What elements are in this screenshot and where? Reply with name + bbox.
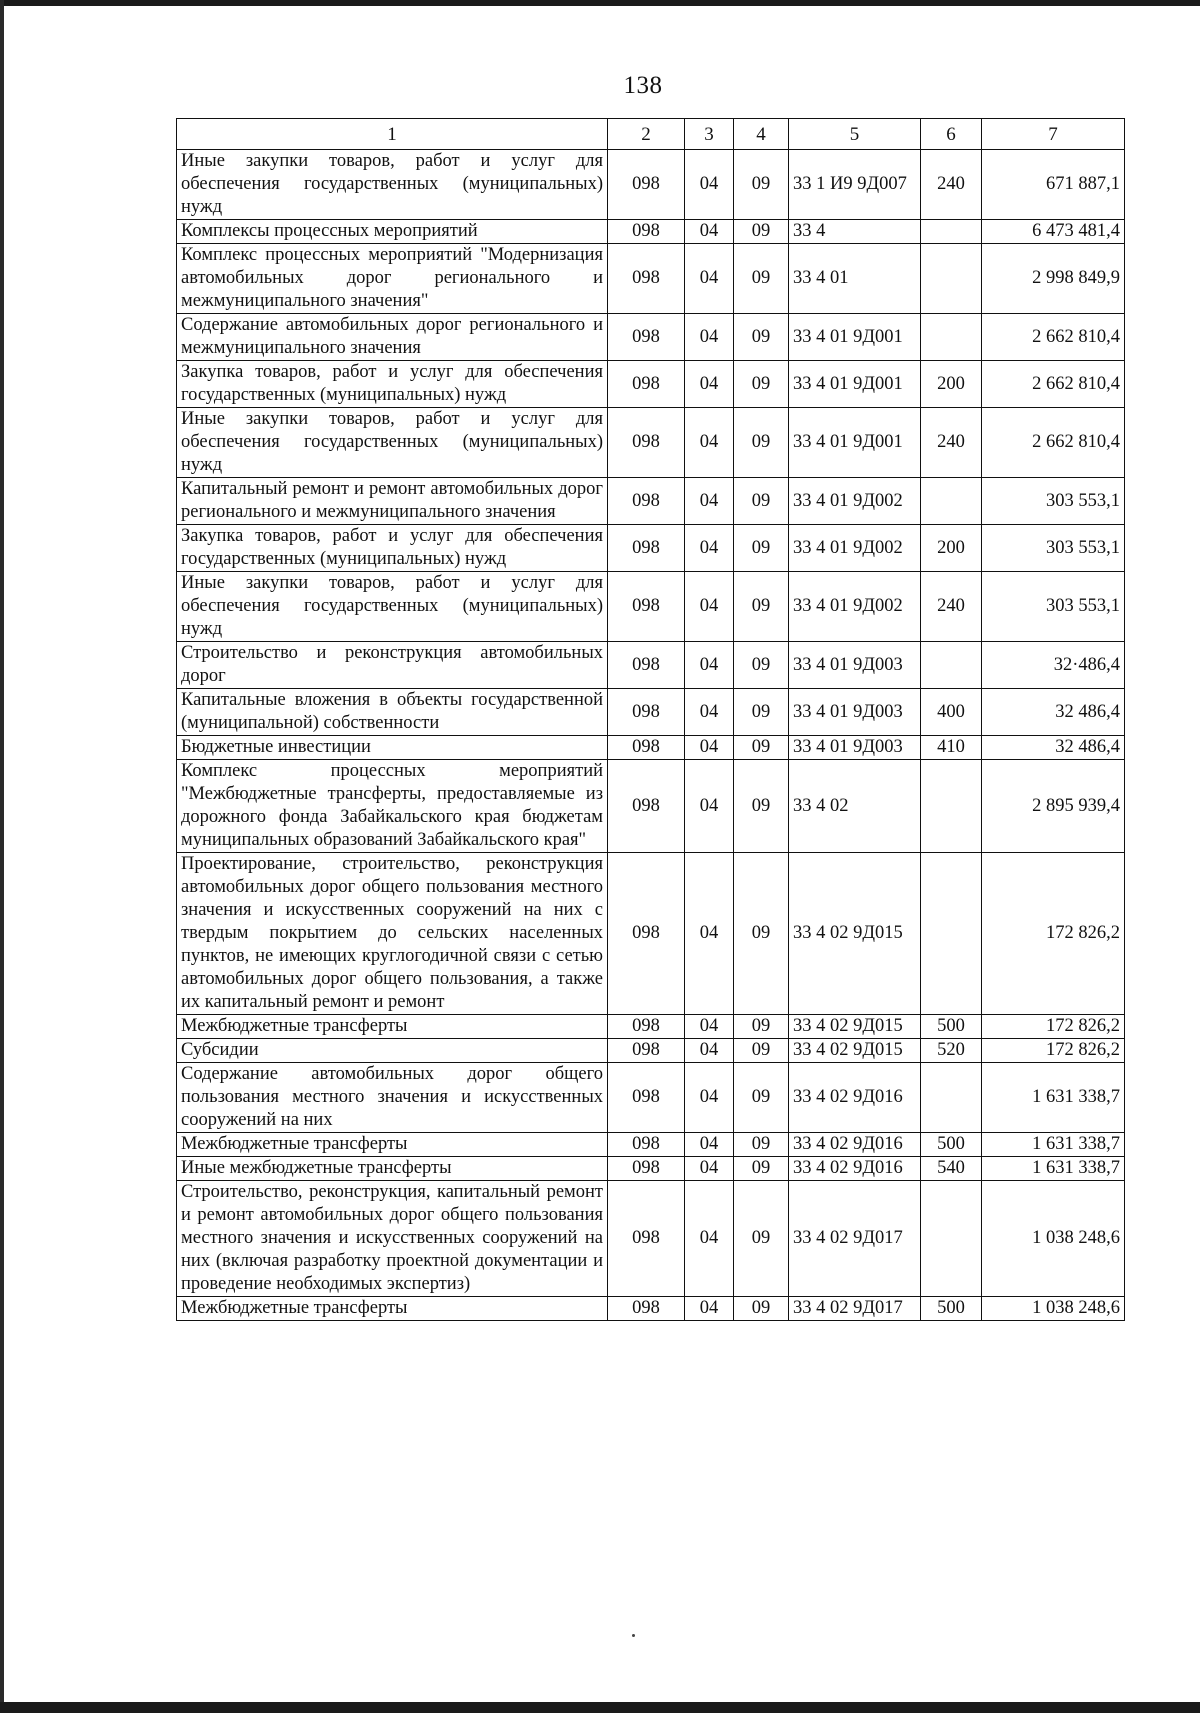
row-expense-type-cell bbox=[921, 314, 982, 361]
row-ministry-code-cell: 098 bbox=[608, 244, 685, 314]
row-target-article-cell: 33 4 02 9Д015 bbox=[789, 853, 921, 1015]
row-subsection-cell: 09 bbox=[734, 853, 789, 1015]
header-col-6: 6 bbox=[921, 119, 982, 150]
row-target-article-cell: 33 4 01 9Д001 bbox=[789, 361, 921, 408]
row-target-article-cell: 33 4 02 9Д015 bbox=[789, 1039, 921, 1063]
row-amount-cell: 2 998 849,9 bbox=[982, 244, 1125, 314]
row-subsection-cell: 09 bbox=[734, 150, 789, 220]
row-amount-cell: 1 038 248,6 bbox=[982, 1297, 1125, 1321]
row-subsection-cell: 09 bbox=[734, 736, 789, 760]
row-name-cell: Комплекс процессных мероприятий "Межбюджетные трансферты, предоставляемые из дорожного фонда Забайкальского края бюджетам муниципальных образований Забайкальского края" bbox=[177, 760, 608, 853]
scan-border-top bbox=[0, 0, 1200, 6]
header-col-7: 7 bbox=[982, 119, 1125, 150]
row-ministry-code-cell: 098 bbox=[608, 150, 685, 220]
row-target-article-cell: 33 4 01 9Д001 bbox=[789, 314, 921, 361]
row-name-cell: Иные закупки товаров, работ и услуг для обеспечения государственных (муниципальных) нужд bbox=[177, 408, 608, 478]
row-section-cell: 04 bbox=[685, 314, 734, 361]
table-row bbox=[177, 736, 1125, 760]
row-target-article-cell: 33 4 01 9Д002 bbox=[789, 525, 921, 572]
row-name-cell: Закупка товаров, работ и услуг для обеспечения государственных (муниципальных) нужд bbox=[177, 525, 608, 572]
row-section-cell: 04 bbox=[685, 1133, 734, 1157]
row-target-article-cell: 33 4 02 9Д016 bbox=[789, 1133, 921, 1157]
row-section-cell: 04 bbox=[685, 1063, 734, 1133]
table-row bbox=[177, 853, 1125, 1015]
row-name-cell: Содержание автомобильных дорог регионального и межмуниципального значения bbox=[177, 314, 608, 361]
row-expense-type-cell: 500 bbox=[921, 1133, 982, 1157]
row-section-cell: 04 bbox=[685, 736, 734, 760]
row-name-cell: Иные закупки товаров, работ и услуг для обеспечения государственных (муниципальных) нужд bbox=[177, 150, 608, 220]
table-row bbox=[177, 1181, 1125, 1297]
row-target-article-cell: 33 4 01 bbox=[789, 244, 921, 314]
row-subsection-cell: 09 bbox=[734, 1297, 789, 1321]
row-name-cell: Субсидии bbox=[177, 1039, 608, 1063]
row-subsection-cell: 09 bbox=[734, 361, 789, 408]
table-body bbox=[177, 150, 1125, 1321]
row-name-cell: Межбюджетные трансферты bbox=[177, 1015, 608, 1039]
row-section-cell: 04 bbox=[685, 408, 734, 478]
row-ministry-code-cell: 098 bbox=[608, 1297, 685, 1321]
table-row bbox=[177, 314, 1125, 361]
row-amount-cell: 32·486,4 bbox=[982, 642, 1125, 689]
header-col-5: 5 bbox=[789, 119, 921, 150]
row-amount-cell: 2 895 939,4 bbox=[982, 760, 1125, 853]
row-section-cell: 04 bbox=[685, 150, 734, 220]
row-amount-cell: 1 631 338,7 bbox=[982, 1157, 1125, 1181]
row-target-article-cell: 33 4 02 9Д017 bbox=[789, 1181, 921, 1297]
header-col-2: 2 bbox=[608, 119, 685, 150]
row-subsection-cell: 09 bbox=[734, 408, 789, 478]
row-expense-type-cell: 200 bbox=[921, 361, 982, 408]
row-expense-type-cell bbox=[921, 1063, 982, 1133]
row-section-cell: 04 bbox=[685, 525, 734, 572]
row-ministry-code-cell: 098 bbox=[608, 220, 685, 244]
row-subsection-cell: 09 bbox=[734, 1157, 789, 1181]
row-target-article-cell: 33 4 01 9Д001 bbox=[789, 408, 921, 478]
row-ministry-code-cell: 098 bbox=[608, 760, 685, 853]
row-amount-cell: 32 486,4 bbox=[982, 736, 1125, 760]
row-amount-cell: 1 038 248,6 bbox=[982, 1181, 1125, 1297]
row-expense-type-cell bbox=[921, 853, 982, 1015]
row-name-cell: Капитальные вложения в объекты государственной (муниципальной) собственности bbox=[177, 689, 608, 736]
table-row bbox=[177, 525, 1125, 572]
row-subsection-cell: 09 bbox=[734, 572, 789, 642]
row-amount-cell: 172 826,2 bbox=[982, 853, 1125, 1015]
table-row bbox=[177, 220, 1125, 244]
row-target-article-cell: 33 4 02 bbox=[789, 760, 921, 853]
row-ministry-code-cell: 098 bbox=[608, 361, 685, 408]
row-name-cell: Иные закупки товаров, работ и услуг для обеспечения государственных (муниципальных) нужд bbox=[177, 572, 608, 642]
row-ministry-code-cell: 098 bbox=[608, 1039, 685, 1063]
row-section-cell: 04 bbox=[685, 1157, 734, 1181]
row-section-cell: 04 bbox=[685, 478, 734, 525]
page-number: 138 bbox=[623, 72, 663, 99]
row-expense-type-cell: 500 bbox=[921, 1015, 982, 1039]
row-expense-type-cell: 400 bbox=[921, 689, 982, 736]
row-expense-type-cell: 200 bbox=[921, 525, 982, 572]
row-target-article-cell: 33 4 02 9Д016 bbox=[789, 1157, 921, 1181]
row-amount-cell: 6 473 481,4 bbox=[982, 220, 1125, 244]
table-row bbox=[177, 361, 1125, 408]
row-expense-type-cell bbox=[921, 1181, 982, 1297]
row-target-article-cell: 33 4 01 9Д003 bbox=[789, 736, 921, 760]
header-col-1: 1 bbox=[177, 119, 608, 150]
row-ministry-code-cell: 098 bbox=[608, 478, 685, 525]
table-row bbox=[177, 1133, 1125, 1157]
row-expense-type-cell bbox=[921, 244, 982, 314]
row-ministry-code-cell: 098 bbox=[608, 1133, 685, 1157]
row-name-cell: Комплекс процессных мероприятий "Модернизация автомобильных дорог регионального и межмуниципального значения" bbox=[177, 244, 608, 314]
row-section-cell: 04 bbox=[685, 642, 734, 689]
row-section-cell: 04 bbox=[685, 760, 734, 853]
row-amount-cell: 303 553,1 bbox=[982, 525, 1125, 572]
row-ministry-code-cell: 098 bbox=[608, 689, 685, 736]
row-section-cell: 04 bbox=[685, 1181, 734, 1297]
row-target-article-cell: 33 4 02 9Д017 bbox=[789, 1297, 921, 1321]
row-target-article-cell: 33 4 02 9Д015 bbox=[789, 1015, 921, 1039]
table-row bbox=[177, 1039, 1125, 1063]
table-row bbox=[177, 150, 1125, 220]
row-name-cell: Проектирование, строительство, реконструкция автомобильных дорог общего пользования местного значения и искусственных сооружений на них с твердым покрытием до сельских населенных пунктов, не имеющих круглогодичной связи с сетью автомобильных дорог общего пользования, а также их капитальный ремонт и ремонт bbox=[177, 853, 608, 1015]
table-row bbox=[177, 572, 1125, 642]
row-amount-cell: 32 486,4 bbox=[982, 689, 1125, 736]
row-name-cell: Комплексы процессных мероприятий bbox=[177, 220, 608, 244]
row-ministry-code-cell: 098 bbox=[608, 408, 685, 478]
row-section-cell: 04 bbox=[685, 572, 734, 642]
row-name-cell: Бюджетные инвестиции bbox=[177, 736, 608, 760]
row-target-article-cell: 33 1 И9 9Д007 bbox=[789, 150, 921, 220]
row-ministry-code-cell: 098 bbox=[608, 736, 685, 760]
table-row bbox=[177, 1063, 1125, 1133]
row-target-article-cell: 33 4 01 9Д002 bbox=[789, 478, 921, 525]
row-subsection-cell: 09 bbox=[734, 1063, 789, 1133]
row-section-cell: 04 bbox=[685, 1039, 734, 1063]
row-subsection-cell: 09 bbox=[734, 1039, 789, 1063]
table-row bbox=[177, 478, 1125, 525]
row-subsection-cell: 09 bbox=[734, 525, 789, 572]
row-amount-cell: 1 631 338,7 bbox=[982, 1063, 1125, 1133]
scan-border-bottom bbox=[0, 1702, 1200, 1713]
row-subsection-cell: 09 bbox=[734, 244, 789, 314]
table-row bbox=[177, 642, 1125, 689]
row-target-article-cell: 33 4 01 9Д003 bbox=[789, 642, 921, 689]
row-ministry-code-cell: 098 bbox=[608, 525, 685, 572]
table-row bbox=[177, 244, 1125, 314]
row-name-cell: Строительство и реконструкция автомобильных дорог bbox=[177, 642, 608, 689]
row-amount-cell: 2 662 810,4 bbox=[982, 408, 1125, 478]
row-section-cell: 04 bbox=[685, 853, 734, 1015]
header-col-4: 4 bbox=[734, 119, 789, 150]
row-ministry-code-cell: 098 bbox=[608, 1181, 685, 1297]
row-subsection-cell: 09 bbox=[734, 642, 789, 689]
row-expense-type-cell: 240 bbox=[921, 408, 982, 478]
budget-table bbox=[176, 118, 1125, 1321]
row-name-cell: Строительство, реконструкция, капитальный ремонт и ремонт автомобильных дорог общего пользования местного значения и искусственных сооружений на них (включая разработку проектной документации и проведение необходимых экспертиз) bbox=[177, 1181, 608, 1297]
row-section-cell: 04 bbox=[685, 220, 734, 244]
row-expense-type-cell: 540 bbox=[921, 1157, 982, 1181]
row-expense-type-cell bbox=[921, 478, 982, 525]
row-subsection-cell: 09 bbox=[734, 314, 789, 361]
row-ministry-code-cell: 098 bbox=[608, 1157, 685, 1181]
table-row bbox=[177, 760, 1125, 853]
row-name-cell: Межбюджетные трансферты bbox=[177, 1297, 608, 1321]
row-ministry-code-cell: 098 bbox=[608, 314, 685, 361]
row-expense-type-cell bbox=[921, 642, 982, 689]
row-ministry-code-cell: 098 bbox=[608, 853, 685, 1015]
row-subsection-cell: 09 bbox=[734, 760, 789, 853]
row-expense-type-cell: 240 bbox=[921, 572, 982, 642]
row-amount-cell: 1 631 338,7 bbox=[982, 1133, 1125, 1157]
row-section-cell: 04 bbox=[685, 361, 734, 408]
table-row bbox=[177, 1015, 1125, 1039]
row-subsection-cell: 09 bbox=[734, 1133, 789, 1157]
table-row bbox=[177, 1157, 1125, 1181]
row-name-cell: Капитальный ремонт и ремонт автомобильных дорог регионального и межмуниципального значения bbox=[177, 478, 608, 525]
row-section-cell: 04 bbox=[685, 689, 734, 736]
row-ministry-code-cell: 098 bbox=[608, 642, 685, 689]
row-target-article-cell: 33 4 01 9Д003 bbox=[789, 689, 921, 736]
scan-border-left bbox=[0, 0, 4, 1713]
row-amount-cell: 172 826,2 bbox=[982, 1039, 1125, 1063]
row-expense-type-cell: 240 bbox=[921, 150, 982, 220]
table-row bbox=[177, 408, 1125, 478]
row-section-cell: 04 bbox=[685, 244, 734, 314]
row-name-cell: Закупка товаров, работ и услуг для обеспечения государственных (муниципальных) нужд bbox=[177, 361, 608, 408]
table-row bbox=[177, 1297, 1125, 1321]
row-amount-cell: 172 826,2 bbox=[982, 1015, 1125, 1039]
row-amount-cell: 671 887,1 bbox=[982, 150, 1125, 220]
row-ministry-code-cell: 098 bbox=[608, 572, 685, 642]
row-subsection-cell: 09 bbox=[734, 1015, 789, 1039]
row-ministry-code-cell: 098 bbox=[608, 1063, 685, 1133]
row-name-cell: Межбюджетные трансферты bbox=[177, 1133, 608, 1157]
row-expense-type-cell bbox=[921, 760, 982, 853]
row-section-cell: 04 bbox=[685, 1015, 734, 1039]
row-ministry-code-cell: 098 bbox=[608, 1015, 685, 1039]
row-name-cell: Иные межбюджетные трансферты bbox=[177, 1157, 608, 1181]
table-header-row bbox=[177, 119, 1125, 150]
row-expense-type-cell: 500 bbox=[921, 1297, 982, 1321]
row-amount-cell: 2 662 810,4 bbox=[982, 361, 1125, 408]
row-expense-type-cell bbox=[921, 220, 982, 244]
row-target-article-cell: 33 4 02 9Д016 bbox=[789, 1063, 921, 1133]
row-subsection-cell: 09 bbox=[734, 689, 789, 736]
row-expense-type-cell: 410 bbox=[921, 736, 982, 760]
row-subsection-cell: 09 bbox=[734, 220, 789, 244]
scan-speck bbox=[632, 1634, 635, 1637]
row-amount-cell: 303 553,1 bbox=[982, 478, 1125, 525]
row-name-cell: Содержание автомобильных дорог общего пользования местного значения и искусственных сооружений на них bbox=[177, 1063, 608, 1133]
row-section-cell: 04 bbox=[685, 1297, 734, 1321]
row-target-article-cell: 33 4 01 9Д002 bbox=[789, 572, 921, 642]
row-amount-cell: 303 553,1 bbox=[982, 572, 1125, 642]
row-subsection-cell: 09 bbox=[734, 1181, 789, 1297]
row-amount-cell: 2 662 810,4 bbox=[982, 314, 1125, 361]
row-subsection-cell: 09 bbox=[734, 478, 789, 525]
row-target-article-cell: 33 4 bbox=[789, 220, 921, 244]
table-row bbox=[177, 689, 1125, 736]
header-col-3: 3 bbox=[685, 119, 734, 150]
row-expense-type-cell: 520 bbox=[921, 1039, 982, 1063]
